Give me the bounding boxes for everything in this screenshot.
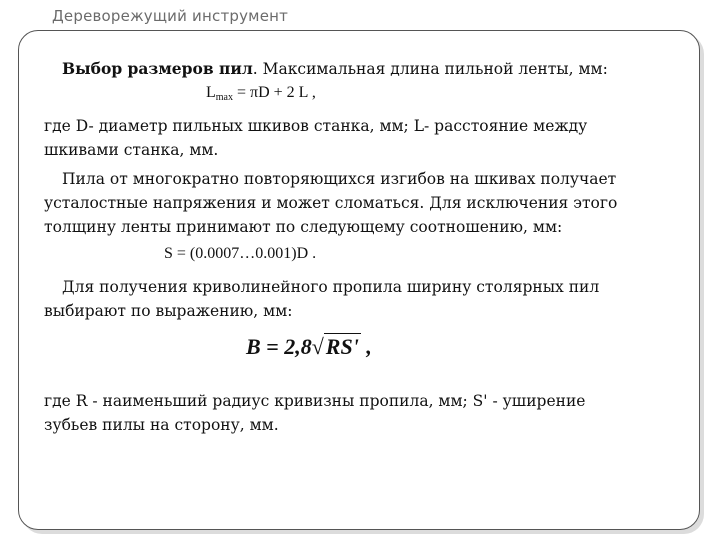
formula-width-tail: , (360, 334, 372, 359)
formula-sub: max (215, 92, 233, 103)
paragraph-line-2: где D- диаметр пильных шкивов станка, мм; L- расстояние между (44, 117, 588, 135)
formula-thickness: S = (0.0007…0.001)D . (164, 245, 317, 262)
formula-rest: = πD + 2 L , (233, 84, 316, 101)
paragraph-line-6: толщину ленты принимают по следующему соотношению, мм: (44, 218, 563, 236)
paragraph-line-9: где R - наименьший радиус кривизны пропила, мм; S' - уширение (44, 392, 586, 410)
paragraph-line-8: выбирают по выражению, мм: (44, 302, 293, 320)
paragraph-line-5: усталостные напряжения и может сломаться. Для исключения этого (44, 194, 618, 212)
sqrt-radicand: RS' (325, 334, 359, 359)
formula-width-left: B = 2,8 (246, 334, 312, 359)
sqrt-sign: √ (311, 334, 324, 359)
paragraph-line-1 (62, 58, 608, 80)
heading-bold: Выбор размеров пил (62, 59, 253, 78)
slide-title: Дереворежущий инструмент (52, 7, 289, 25)
paragraph-line-10: зубьев пилы на сторону, мм. (44, 416, 279, 434)
paragraph-line-7: Для получения криволинейного пропила ширину столярных пил (62, 278, 600, 296)
formula-L: L (206, 84, 216, 101)
paragraph-line-4: Пила от многократно повторяющихся изгибов на шкивах получает (62, 170, 617, 188)
formula-length (206, 84, 316, 103)
paragraph-line-3: шкивами станка, мм. (44, 141, 219, 159)
formula-width (246, 333, 372, 360)
heading-rest: . Максимальная длина пильной ленты, мм: (252, 60, 608, 78)
